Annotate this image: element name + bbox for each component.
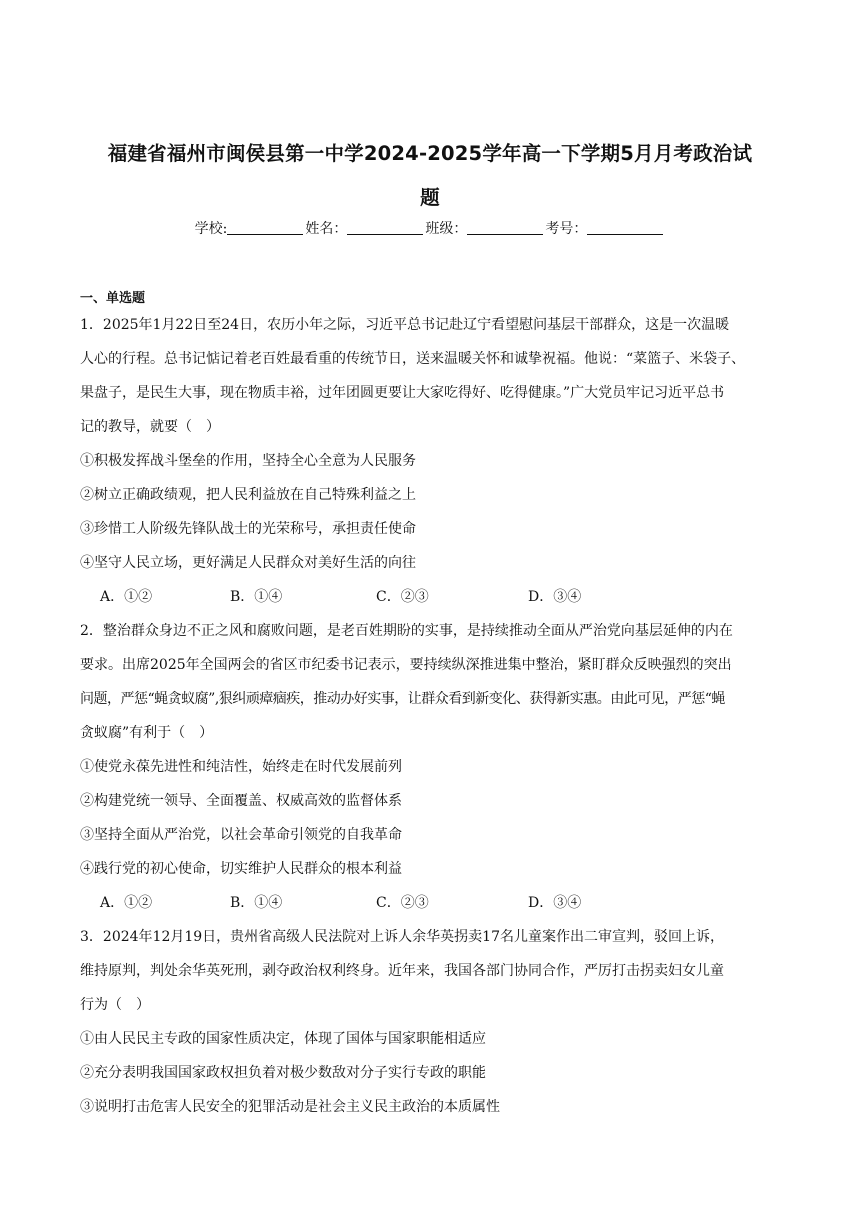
question-2-item: ①使党永葆先进性和纯洁性，始终走在时代发展前列: [80, 759, 402, 775]
question-2-line: 2．整治群众身边不正之风和腐败问题，是老百姓期盼的实事，是持续推动全面从严治党向基层延伸的内在: [80, 623, 733, 639]
question-2-line: 要求。出席2025年全国两会的省区市纪委书记表示，要持续纵深推进集中整治，紧盯群众反映强烈的突出: [80, 657, 732, 673]
question-1-option-a[interactable]: A．①②: [100, 589, 153, 605]
number-label: 考号：: [545, 221, 588, 237]
question-2-option-a[interactable]: A．①②: [100, 895, 153, 911]
question-3-line: 行为（ ）: [80, 997, 150, 1013]
question-1-item: ②树立正确政绩观，把人民利益放在自己特殊利益之上: [80, 487, 416, 503]
question-1-option-b[interactable]: B．①④: [230, 589, 283, 605]
question-1-item: ③珍惜工人阶级先锋队战士的光荣称号，承担责任使命: [80, 521, 416, 537]
question-1-line: 果盘子，是民生大事，现在物质丰裕，过年团圆更要让大家吃得好、吃得健康。”广大党员牢记习近平总书: [80, 385, 725, 401]
question-2-line: 贪蚁腐”有利于（ ）: [80, 725, 214, 741]
question-2-item: ④践行党的初心使命，切实维护人民群众的根本利益: [80, 861, 402, 877]
school-blank[interactable]: [227, 222, 303, 235]
question-3-line: 维持原判，判处余华英死刑，剥夺政治权利终身。近年来，我国各部门协同合作，严厉打击拐卖妇女儿童: [80, 963, 724, 979]
name-blank[interactable]: [347, 222, 423, 235]
question-3-item: ①由人民民主专政的国家性质决定，体现了国体与国家职能相适应: [80, 1031, 486, 1047]
question-1-line: 人心的行程。总书记惦记着老百姓最看重的传统节日，送来温暖关怀和诚挚祝福。他说：“菜篮子、米袋子、: [80, 351, 746, 367]
question-1-item: ④坚守人民立场，更好满足人民群众对美好生活的向往: [80, 555, 416, 571]
school-label: 学校:: [194, 221, 228, 237]
question-3-line: 3．2024年12月19日，贵州省高级人民法院对上诉人余华英拐卖17名儿童案作出二审宣判，驳回上诉，: [80, 929, 724, 945]
document-title-line-2: 题: [420, 186, 440, 209]
question-3-item: ③说明打击危害人民安全的犯罪活动是社会主义民主政治的本质属性: [80, 1099, 500, 1115]
document-title-line-1: 福建省福州市闽侯县第一中学2024-2025学年高一下学期5月月考政治试: [107, 142, 753, 165]
question-2-option-c[interactable]: C．②③: [376, 895, 429, 911]
question-2-line: 问题，严惩“蝇贪蚁腐”,狠纠顽瘴痼疾，推动办好实事，让群众看到新变化、获得新实惠。由此可见，严惩“蝇: [80, 691, 725, 707]
class-blank[interactable]: [467, 222, 543, 235]
student-info-row: [0, 218, 860, 238]
question-2-item: ③坚持全面从严治党，以社会革命引领党的自我革命: [80, 827, 402, 843]
number-blank[interactable]: [587, 222, 663, 235]
question-3-item: ②充分表明我国国家政权担负着对极少数敌对分子实行专政的职能: [80, 1065, 486, 1081]
question-2-option-b[interactable]: B．①④: [230, 895, 283, 911]
question-2-option-d[interactable]: D．③④: [528, 895, 582, 911]
question-1-line: 1．2025年1月22日至24日，农历小年之际，习近平总书记赴辽宁看望慰问基层干部群众，这是一次温暖: [80, 317, 730, 333]
class-label: 班级：: [425, 221, 468, 237]
name-label: 姓名：: [305, 221, 348, 237]
question-1-item: ①积极发挥战斗堡垒的作用，坚持全心全意为人民服务: [80, 453, 416, 469]
question-1-line: 记的教导，就要（ ）: [80, 419, 220, 435]
section-heading: 一、单选题: [80, 291, 146, 306]
question-1-option-c[interactable]: C．②③: [376, 589, 429, 605]
question-1-option-d[interactable]: D．③④: [528, 589, 582, 605]
question-2-item: ②构建党统一领导、全面覆盖、权威高效的监督体系: [80, 793, 402, 809]
